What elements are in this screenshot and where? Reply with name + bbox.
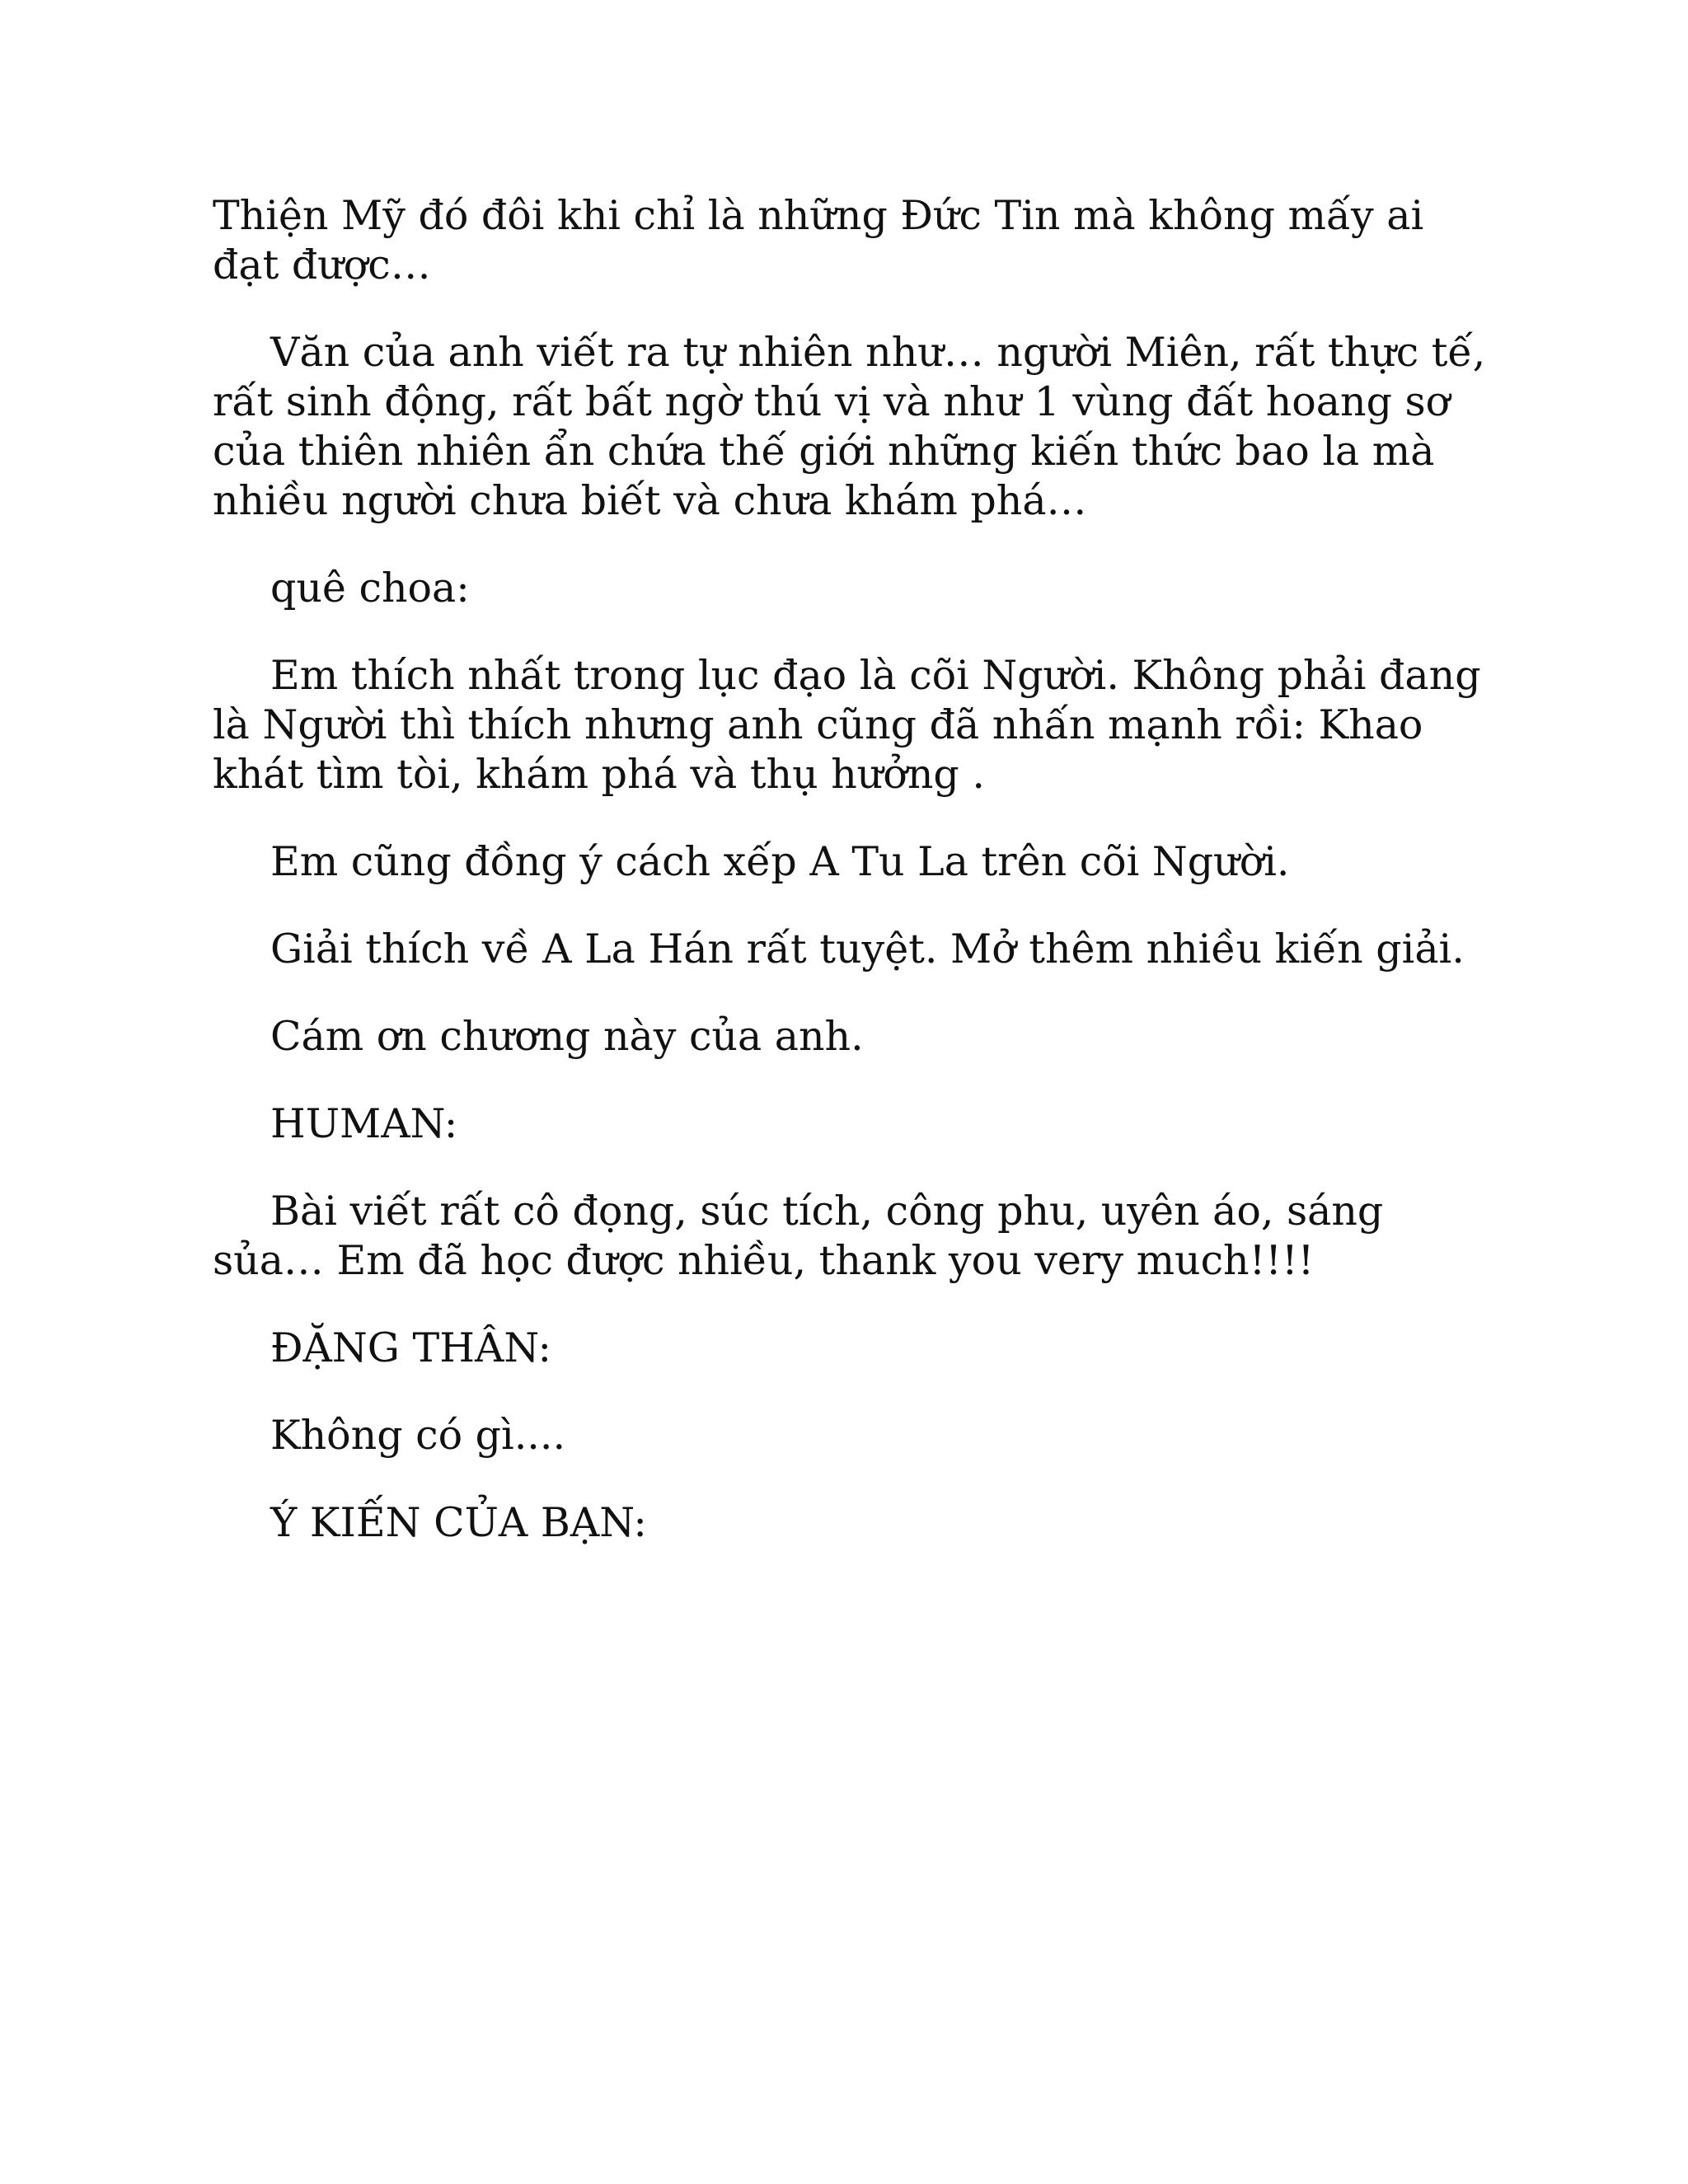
paragraph-continuation: Thiện Mỹ đó đôi khi chỉ là những Đức Tin mà không mấy ai đạt được… — [213, 192, 1424, 288]
paragraph-reply: Không có gì.... — [270, 1412, 566, 1459]
paragraph-luc-dao: Em thích nhất trong lục đạo là cõi Người. Không phải đang là Người thì thích nhưng anh cũng đã nhấn mạnh rồi: Khao khát tìm tòi, khám phá và thụ hưởng . — [213, 652, 1481, 798]
commenter-name-dang-than: ĐẶNG THÂN: — [270, 1324, 551, 1371]
paragraph-human-comment: Bài viết rất cô đọng, súc tích, công phu, uyên áo, sáng sủa… Em đã học được nhiều, thank you very much!!!! — [213, 1188, 1384, 1284]
document-body — [213, 191, 1498, 1586]
section-heading-your-opinion: Ý KIẾN CỦA BẠN: — [270, 1499, 647, 1546]
commenter-name-que-choa: quê choa: — [270, 565, 470, 612]
paragraph-a-la-han: Giải thích về A La Hán rất tuyệt. Mở thêm nhiều kiến giải. — [270, 926, 1465, 972]
paragraph-thanks: Cám ơn chương này của anh. — [270, 1013, 864, 1060]
paragraph-a-tu-la: Em cũng đồng ý cách xếp A Tu La trên cõi Người. — [270, 838, 1290, 885]
commenter-name-human: HUMAN: — [270, 1100, 458, 1147]
paragraph-writing-praise: Văn của anh viết ra tự nhiên như… người Miên, rất thực tế, rất sinh động, rất bất ngờ thú vị và như 1 vùng đất hoang sơ của thiên nhiên ẩn chứa thế giới những kiến thức bao la mà nhiều người chưa biết và chưa khám phá… — [213, 329, 1486, 524]
